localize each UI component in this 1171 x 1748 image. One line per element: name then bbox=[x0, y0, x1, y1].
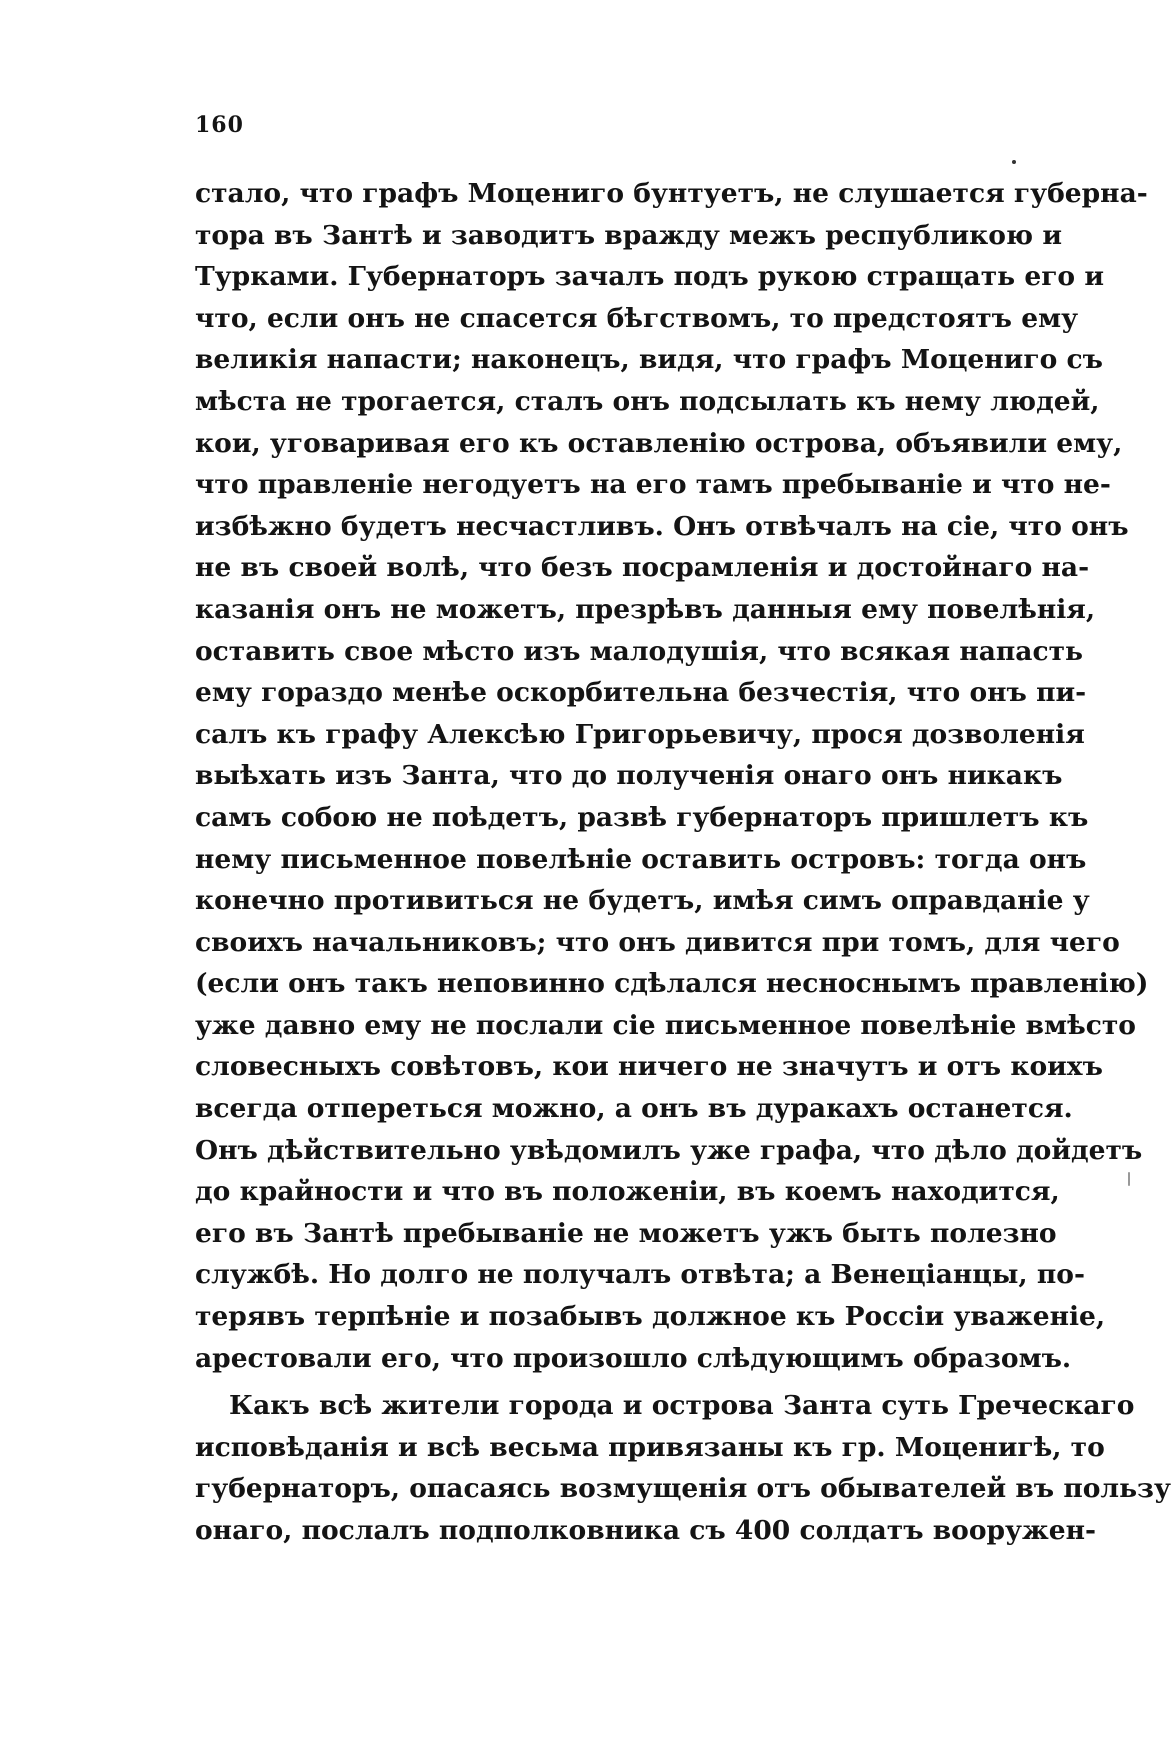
text-line: Турками. Губернаторъ зачалъ подъ рукою стращать его и bbox=[195, 261, 1104, 293]
text-line: до крайности и что въ положеніи, въ коемъ находится, bbox=[195, 1176, 1060, 1208]
text-line: кои, уговаривая его къ оставленію острова, объявили ему, bbox=[195, 427, 1123, 459]
text-line: салъ къ графу Алексѣю Григорьевичу, прося дозволенія bbox=[195, 718, 1085, 750]
text-line: губернаторъ, опасаясь возмущенія отъ обывателей въ пользу bbox=[195, 1473, 1171, 1505]
text-line: терявъ терпѣніе и позабывъ должное къ Россіи уваженіе, bbox=[195, 1301, 1106, 1333]
text-line: конечно противиться не будетъ, имѣя симъ оправданіе у bbox=[195, 885, 1090, 917]
text-line: своихъ начальниковъ; что онъ дивится при томъ, для чего bbox=[195, 926, 1120, 958]
paragraph-1 bbox=[195, 173, 1149, 1379]
body-text bbox=[195, 173, 1171, 1552]
text-line: стало, что графъ Моцениго бунтуетъ, не слушается губерна- bbox=[195, 178, 1148, 209]
text-line: Онъ дѣйствительно увѣдомилъ уже графа, что дѣло дойдетъ bbox=[195, 1134, 1143, 1166]
text-line: (если онъ такъ неповинно сдѣлался несноснымъ правленію) bbox=[195, 968, 1149, 1000]
text-line: что, если онъ не спасется бѣгствомъ, то предстоятъ ему bbox=[195, 302, 1079, 334]
text-line: онаго, послалъ подполковника съ 400 солдатъ вооружен- bbox=[195, 1515, 1097, 1546]
text-line: уже давно ему не послали сіе письменное повелѣніе вмѣсто bbox=[195, 1009, 1136, 1041]
text-line: ему гораздо менѣе оскорбительна безчестія, что онъ пи- bbox=[195, 677, 1087, 709]
paragraph-2 bbox=[195, 1385, 1171, 1551]
text-line: арестовали его, что произошло слѣдующимъ образомъ. bbox=[195, 1342, 1072, 1374]
text-line: его въ Зантѣ пребываніе не можетъ ужъ быть полезно bbox=[195, 1217, 1057, 1249]
text-line: что правленіе негодуетъ на его тамъ пребываніе и что не- bbox=[195, 469, 1111, 501]
text-line: нему письменное повелѣніе оставить островъ: тогда онъ bbox=[195, 843, 1087, 875]
text-line: оставить свое мѣсто изъ малодушія, что всякая напасть bbox=[195, 635, 1084, 667]
text-line: мѣста не трогается, сталъ онъ подсылать къ нему людей, bbox=[195, 385, 1100, 417]
text-line: великія напасти; наконецъ, видя, что графъ Моцениго съ bbox=[195, 344, 1103, 376]
text-line: Какъ всѣ жители города и острова Занта суть Греческаго bbox=[229, 1390, 1135, 1422]
text-line: всегда отпереться можно, а онъ въ дуракахъ останется. bbox=[195, 1093, 1073, 1125]
text-line: тора въ Зантѣ и заводитъ вражду межъ республикою и bbox=[195, 219, 1062, 251]
text-line: казанія онъ не можетъ, презрѣвъ данныя ему повелѣнія, bbox=[195, 593, 1096, 625]
text-line: не въ своей волѣ, что безъ посрамленія и достойнаго на- bbox=[195, 552, 1090, 584]
text-line: избѣжно будетъ несчастливъ. Онъ отвѣчалъ на сіе, что онъ bbox=[195, 510, 1129, 542]
text-line: исповѣданія и всѣ весьма привязаны къ гр. Моценигѣ, то bbox=[195, 1431, 1105, 1463]
text-line: словесныхъ совѣтовъ, кои ничего не значутъ и отъ коихъ bbox=[195, 1051, 1103, 1083]
scan-speck bbox=[1128, 1172, 1130, 1186]
text-line: выѣхать изъ Занта, что до полученія онаго онъ никакъ bbox=[195, 760, 1063, 792]
page-number: 160 bbox=[195, 112, 244, 138]
text-line: службѣ. Но долго не получалъ отвѣта; а Венеціанцы, по- bbox=[195, 1259, 1085, 1291]
text-line: самъ собою не поѣдетъ, развѣ губернаторъ пришлетъ къ bbox=[195, 801, 1089, 833]
scan-speck bbox=[1012, 160, 1016, 164]
